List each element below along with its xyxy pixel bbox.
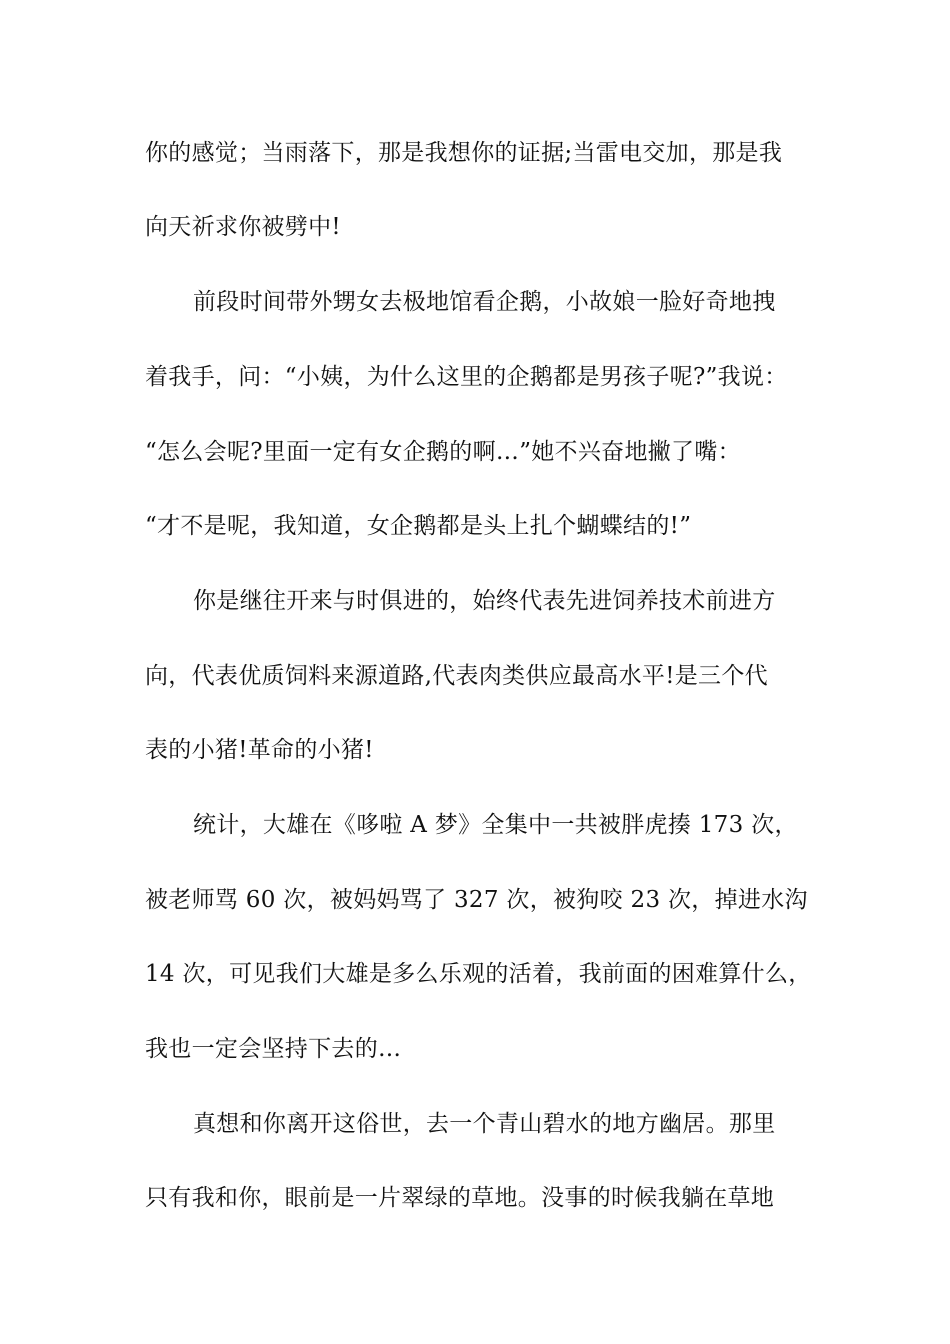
- text-line: 向天祈求你被劈中!: [145, 214, 341, 240]
- text-line: 真想和你离开这俗世，去一个青山碧水的地方幽居。那里: [193, 1111, 776, 1137]
- text-line: “才不是呢，我知道，女企鹅都是头上扎个蝴蝶结的!”: [145, 513, 692, 539]
- text-line: 我也一定会坚持下去的…: [145, 1036, 402, 1062]
- text-line: 前段时间带外甥女去极地馆看企鹅，小故娘一脸好奇地拽: [193, 289, 776, 315]
- text-line: 被老师骂 60 次，被妈妈骂了 327 次，被狗咬 23 次，掉进水沟: [145, 887, 808, 913]
- text-line: 14 次，可见我们大雄是多么乐观的活着，我前面的困难算什么，: [145, 961, 812, 987]
- text-line: 向，代表优质饲料来源道路,代表肉类供应最高水平!是三个代: [145, 663, 768, 689]
- text-line: 着我手，问：“小姨，为什么这里的企鹅都是男孩子呢?”我说：: [145, 364, 788, 390]
- text-line: 统计，大雄在《哆啦 A 梦》全集中一共被胖虎揍 173 次，: [193, 812, 798, 838]
- text-line: 你的感觉；当雨落下，那是我想你的证据;当雷电交加，那是我: [145, 140, 783, 166]
- text-line: “怎么会呢?里面一定有女企鹅的啊…”她不兴奋地撇了嘴：: [145, 439, 741, 465]
- text-line: 表的小猪!革命的小猪!: [145, 737, 374, 763]
- text-line: 你是继往开来与时俱进的，始终代表先进饲养技术前进方: [193, 588, 776, 614]
- text-line: 只有我和你，眼前是一片翠绿的草地。没事的时候我躺在草地: [145, 1185, 775, 1211]
